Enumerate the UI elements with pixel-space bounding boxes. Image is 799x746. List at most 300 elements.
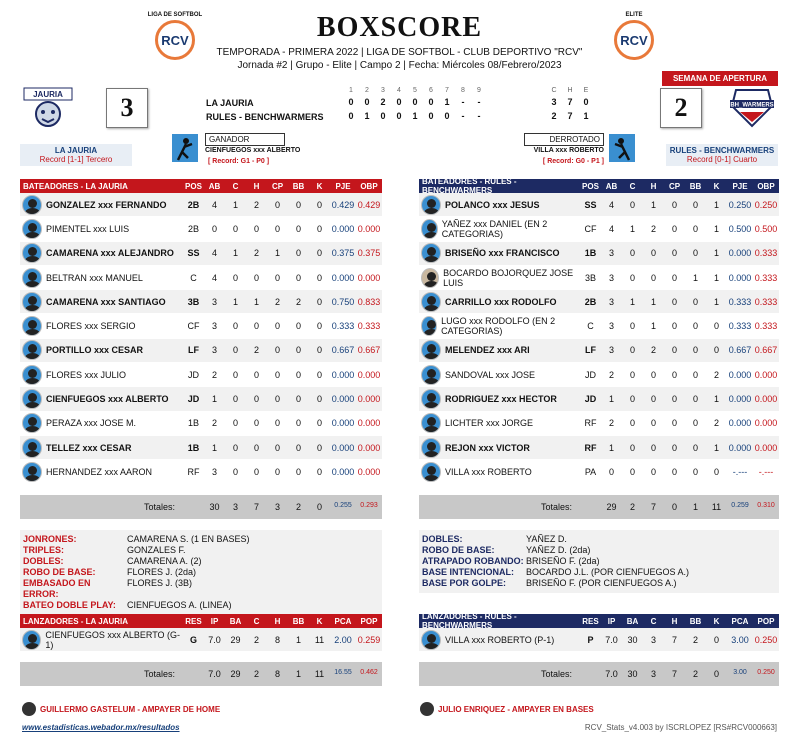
- stat-obp: 0.000: [754, 369, 778, 380]
- inning-run: -: [461, 97, 465, 107]
- elite-logo-shield: RCV: [614, 20, 654, 60]
- stat-pje: 0.667: [331, 345, 355, 356]
- stat-pos: RF: [187, 466, 200, 477]
- column-header: BA: [229, 616, 242, 626]
- winner-label: GANADOR: [205, 133, 285, 146]
- extra-row: [419, 567, 779, 578]
- left-pitching-totals-values: [183, 669, 382, 679]
- extra-label: EMBASADO EN ERROR:: [23, 578, 91, 599]
- right-batting-header: [419, 179, 779, 193]
- stat-k: 1: [713, 199, 719, 210]
- stat-bb: 0: [692, 466, 698, 477]
- stat-ab: 4: [211, 272, 217, 283]
- stat-ab: 2: [608, 418, 614, 429]
- stat-obp: 0.333: [754, 321, 778, 332]
- stat-k: 1: [713, 296, 719, 307]
- stat-bb: 0: [692, 248, 698, 259]
- column-header: BB: [689, 181, 702, 191]
- stat-k: 0: [713, 345, 719, 356]
- player-avatar: [22, 268, 42, 288]
- stat-pos: JD: [187, 394, 200, 405]
- extra-value: YAÑEZ D.: [526, 534, 567, 544]
- pitcher-name: CIENFUEGOS xxx ALBERTO (G-1): [45, 629, 181, 650]
- stat-pca: 3.00: [731, 634, 749, 645]
- column-header: IP: [210, 616, 219, 626]
- batter-name: CAMARENA xxx SANTIAGO: [46, 296, 166, 307]
- stat-cp: 0: [671, 418, 677, 429]
- left-batting-title: BATEADORES - LA JAURIA: [23, 181, 128, 191]
- stat-cp: 0: [274, 272, 280, 283]
- stat-pop: 0.250: [754, 634, 778, 645]
- batter-name: HERNANDEZ xxx AARON: [46, 466, 153, 477]
- right-pitching-header: [419, 614, 779, 628]
- stat-ip: 7.0: [605, 634, 618, 645]
- batter-row: [20, 193, 382, 217]
- stat-h: 1: [650, 321, 656, 332]
- column-header: BB: [689, 616, 702, 626]
- stat-ba: 29: [230, 634, 241, 645]
- inning-run: 1: [364, 111, 370, 121]
- column-header: H: [671, 616, 678, 626]
- stat-h: 1: [650, 296, 656, 307]
- column-header: PCA: [334, 616, 352, 626]
- extra-value: YAÑEZ D. (2da): [526, 545, 591, 555]
- extra-row: [20, 556, 382, 567]
- right-pitching-rows: [419, 628, 779, 652]
- left-pitching-totals-label: Totales:: [143, 669, 175, 680]
- column-header: K: [713, 616, 720, 626]
- stat-ab: 2: [211, 369, 217, 380]
- stat-bb: 0: [295, 394, 301, 405]
- batter-name: FLORES xxx JULIO: [46, 369, 127, 380]
- inning-run: 0: [396, 111, 402, 121]
- total-value: 3: [274, 501, 280, 512]
- column-header: K: [316, 616, 323, 626]
- stat-pje: 0.500: [728, 223, 752, 234]
- batter-name: TELLEZ xxx CESAR: [46, 442, 132, 453]
- batter-row: [419, 460, 779, 484]
- stat-c: 0: [232, 394, 238, 405]
- team2-innings: [343, 111, 487, 121]
- rhe-value: 2: [551, 111, 557, 121]
- stat-cp: 0: [274, 466, 280, 477]
- total-value: 0.255: [334, 501, 352, 509]
- player-avatar: [22, 316, 42, 336]
- total-value: 1: [692, 501, 698, 512]
- batter-name: MELENDEZ xxx ARI: [445, 345, 530, 356]
- stat-bb: 0: [692, 199, 698, 210]
- stat-cp: 0: [671, 394, 677, 405]
- stat-obp: 0.333: [357, 321, 381, 332]
- stat-ab: 3: [608, 272, 614, 283]
- batter-row: [419, 436, 779, 460]
- extra-value: FLORES J. (3B): [127, 578, 193, 588]
- stat-c: 3: [650, 634, 656, 645]
- totals-spacer: [580, 669, 601, 679]
- inning-number: 4: [397, 87, 401, 94]
- right-pitching-totals-label: Totales:: [540, 669, 572, 680]
- batter-row: [20, 242, 382, 266]
- stat-obp: 0.333: [754, 248, 778, 259]
- umpire-icon: [22, 702, 36, 716]
- total-value: 0: [713, 669, 719, 680]
- inning-run: 1: [444, 97, 450, 107]
- column-header: PCA: [731, 616, 749, 626]
- jauria-logo-text: JAURIA: [33, 90, 63, 99]
- league-logo-shield: RCV: [155, 20, 195, 60]
- right-team-label: [666, 144, 778, 166]
- player-avatar: [421, 195, 441, 215]
- stat-ab: 3: [211, 296, 217, 307]
- stat-bb: 0: [295, 442, 301, 453]
- stat-cp: 0: [671, 345, 677, 356]
- stat-c: 0: [629, 248, 635, 259]
- stat-pje: 0.000: [728, 394, 752, 405]
- stat-ab: 4: [608, 223, 614, 234]
- column-header: CP: [668, 181, 681, 191]
- stat-pop: 0.259: [357, 634, 381, 645]
- stat-pos: 2B: [187, 199, 200, 210]
- stat-ab: 3: [211, 321, 217, 332]
- extra-row: [419, 534, 779, 545]
- stat-cp: 0: [274, 394, 280, 405]
- stat-k: 0: [316, 369, 322, 380]
- rhe-header: [546, 87, 594, 94]
- batter-name: POLANCO xxx JESUS: [445, 199, 540, 210]
- batter-name-cell: [419, 316, 580, 336]
- extra-label: BASE POR GOLPE:: [422, 578, 507, 588]
- player-avatar: [22, 292, 42, 312]
- batter-row: [20, 436, 382, 460]
- stat-bb: 0: [295, 199, 301, 210]
- league-logo-label: LIGA DE SOFTBOL: [147, 12, 203, 18]
- total-value: 30: [627, 669, 638, 680]
- batter-name-cell: [20, 316, 183, 336]
- loser-icon: [609, 134, 635, 167]
- stat-pos: CF: [584, 223, 597, 234]
- stat-pje: 0.000: [331, 442, 355, 453]
- stat-pos: C: [587, 321, 594, 332]
- extra-value: CAMARENA S. (1 EN BASES): [127, 534, 250, 544]
- stats-url-link[interactable]: www.estadisticas.webador.mx/resultados: [22, 723, 180, 732]
- stat-cp: 0: [274, 442, 280, 453]
- right-team-name: RULES - BENCHWARMERS: [669, 146, 775, 155]
- stat-cp: 0: [671, 199, 677, 210]
- total-value: 7: [650, 501, 656, 512]
- stat-h: 0: [650, 369, 656, 380]
- extra-row: [20, 600, 382, 611]
- stat-pos: 3B: [187, 296, 200, 307]
- extra-label: DOBLES:: [23, 556, 64, 566]
- stat-bb: 0: [295, 466, 301, 477]
- stat-ab: 3: [608, 248, 614, 259]
- stat-cp: 0: [274, 369, 280, 380]
- batter-name: GONZALEZ xxx FERNANDO: [46, 199, 167, 210]
- rhe-value: 7: [567, 111, 573, 121]
- batter-name-cell: [20, 389, 183, 409]
- inning-run: 0: [428, 111, 434, 121]
- stat-pos: 3B: [584, 272, 596, 283]
- stat-ab: 3: [608, 321, 614, 332]
- right-pitching-title: LANZADORES - RULES - BENCHWARMERS: [422, 612, 517, 630]
- benchwarmers-logo: [726, 86, 778, 128]
- stat-cp: 0: [671, 248, 677, 259]
- stat-ab: 0: [211, 223, 217, 234]
- stat-k: 0: [316, 442, 322, 453]
- stat-ab: 3: [608, 296, 614, 307]
- total-value: 0.250: [757, 669, 775, 677]
- total-value: 3: [650, 669, 656, 680]
- left-team-label: [20, 144, 132, 166]
- stat-k: 0: [316, 223, 322, 234]
- batter-name-cell: [20, 292, 183, 312]
- player-avatar: [421, 292, 441, 312]
- total-value: 7: [671, 669, 677, 680]
- left-batting-header: [20, 179, 382, 193]
- stat-bb: 0: [692, 296, 698, 307]
- home-score: 3: [106, 88, 148, 128]
- stat-pos: C: [190, 272, 197, 283]
- stat-ab: 1: [608, 442, 614, 453]
- inning-number: 7: [445, 87, 449, 94]
- column-header: C: [232, 181, 239, 191]
- player-avatar: [421, 630, 441, 650]
- batter-row: [20, 266, 382, 290]
- player-avatar: [421, 438, 441, 458]
- stat-k: 1: [713, 223, 719, 234]
- inning-run: 0: [380, 111, 386, 121]
- stat-k: 0: [316, 296, 322, 307]
- stat-pje: 0.000: [728, 248, 752, 259]
- stat-c: 0: [232, 223, 238, 234]
- stat-k: 2: [713, 418, 719, 429]
- batter-row: [419, 217, 779, 241]
- stat-obp: 0.833: [357, 296, 381, 307]
- stat-obp: 0.000: [357, 223, 381, 234]
- right-batting-rows: [419, 193, 779, 485]
- player-avatar: [22, 389, 42, 409]
- stat-obp: 0.000: [357, 369, 381, 380]
- stat-c: 0: [232, 321, 238, 332]
- total-value: 2: [629, 501, 635, 512]
- batter-name: BELTRAN xxx MANUEL: [46, 272, 143, 283]
- column-header: POS: [185, 181, 202, 191]
- batter-row: [419, 266, 779, 290]
- loser-name: VILLA xxx ROBERTO: [533, 147, 604, 154]
- stat-k: 1: [713, 442, 719, 453]
- extra-value: BRISEÑO F. (2da): [526, 556, 600, 566]
- stat-ba: 30: [627, 634, 638, 645]
- inning-number: 6: [429, 87, 433, 94]
- batter-name-cell: [419, 462, 580, 482]
- stat-pje: 0.000: [331, 466, 355, 477]
- stat-h: 2: [253, 199, 259, 210]
- stat-bb: 1: [295, 634, 301, 645]
- inning-run: 0: [348, 97, 354, 107]
- winner-record: [ Record: G1 - P0 ]: [208, 158, 270, 165]
- column-header: AB: [208, 181, 221, 191]
- extra-label: BASE INTENCIONAL:: [422, 567, 514, 577]
- stat-c: 0: [232, 466, 238, 477]
- semana-badge: SEMANA DE APERTURA: [662, 71, 778, 86]
- stat-c: 0: [629, 418, 635, 429]
- stat-bb: 0: [295, 321, 301, 332]
- stat-obp: 0.000: [754, 442, 778, 453]
- batter-name-cell: [20, 438, 183, 458]
- season-subtitle: TEMPORADA - PRIMERA 2022 | LIGA DE SOFTBOL - CLUB DEPORTIVO "RCV": [216, 47, 583, 58]
- jauria-logo: [22, 86, 74, 128]
- stat-k: 0: [316, 466, 322, 477]
- extra-value: CAMARENA A. (2): [127, 556, 202, 566]
- total-value: 7.0: [208, 669, 221, 680]
- player-avatar: [421, 268, 439, 288]
- batter-name-cell: [20, 462, 183, 482]
- batter-name-cell: [419, 389, 580, 409]
- batter-name-cell: [20, 268, 183, 288]
- inning-number: 2: [365, 87, 369, 94]
- extra-label: TRIPLES:: [23, 545, 65, 555]
- inning-run: -: [461, 111, 465, 121]
- stat-ab: 4: [211, 199, 217, 210]
- stat-bb: 0: [295, 418, 301, 429]
- stat-h: 0: [650, 466, 656, 477]
- stat-pje: 0.000: [728, 418, 752, 429]
- stat-h: 8: [274, 634, 280, 645]
- stat-pje: -.---: [732, 466, 748, 477]
- player-avatar: [22, 413, 42, 433]
- inning-run: -: [477, 97, 481, 107]
- extra-row: [20, 578, 382, 600]
- pitcher-row: [20, 628, 382, 652]
- stat-bb: 2: [692, 634, 698, 645]
- extra-row: [20, 545, 382, 556]
- total-value: 0.310: [757, 501, 775, 509]
- stat-pje: 0.000: [331, 369, 355, 380]
- inning-number: 1: [349, 87, 353, 94]
- column-header: H: [650, 181, 657, 191]
- stat-pje: 0.000: [331, 418, 355, 429]
- stat-h: 1: [253, 296, 259, 307]
- left-pitching-title: LANZADORES - LA JAURIA: [23, 616, 129, 626]
- column-header: POP: [360, 616, 378, 626]
- stat-bb: 0: [295, 369, 301, 380]
- total-value: 0.462: [360, 669, 378, 677]
- stat-h: 0: [253, 418, 259, 429]
- stat-ab: 3: [211, 466, 217, 477]
- stat-obp: 0.375: [357, 248, 381, 259]
- inning-run: 0: [428, 97, 434, 107]
- stat-c: 0: [629, 345, 635, 356]
- inning-run: -: [477, 111, 481, 121]
- stat-cp: 0: [671, 321, 677, 332]
- stat-h: 0: [650, 248, 656, 259]
- inning-number: 8: [461, 87, 465, 94]
- umpire-bases: [420, 702, 594, 716]
- stat-bb: 0: [295, 248, 301, 259]
- player-avatar: [421, 365, 441, 385]
- batter-name-cell: [419, 292, 580, 312]
- stat-pje: 0.333: [728, 321, 752, 332]
- column-header: OBP: [360, 181, 378, 191]
- total-value: 29: [606, 501, 617, 512]
- rhe-value: 0: [583, 97, 589, 107]
- stat-pos: 1B: [584, 248, 597, 259]
- extra-value: BRISEÑO F. (POR CIENFUEGOS A.): [526, 578, 677, 588]
- batter-name-cell: [419, 219, 580, 239]
- batter-row: [419, 339, 779, 363]
- stat-k: 1: [713, 272, 719, 283]
- stat-h: 0: [253, 272, 259, 283]
- total-value: 0: [316, 501, 322, 512]
- rhe-value: 3: [551, 97, 557, 107]
- stat-k: 11: [314, 634, 325, 645]
- stat-obp: 0.333: [754, 296, 778, 307]
- stat-obp: 0.429: [357, 199, 381, 210]
- stat-k: 0: [316, 345, 322, 356]
- batter-row: [20, 314, 382, 338]
- pitcher-name: VILLA xxx ROBERTO (P-1): [445, 634, 555, 645]
- right-pitching-totals-values: [580, 669, 779, 679]
- batter-name-cell: [419, 438, 580, 458]
- stat-pos: PA: [584, 466, 597, 477]
- batter-name: PORTILLO xxx CESAR: [46, 345, 144, 356]
- stat-cp: 0: [274, 321, 280, 332]
- stat-pos: JD: [188, 369, 199, 380]
- stat-bb: 2: [295, 296, 301, 307]
- stat-obp: 0.000: [754, 394, 778, 405]
- stat-c: 0: [629, 394, 635, 405]
- stat-ab: 2: [608, 369, 614, 380]
- total-value: 3: [232, 501, 238, 512]
- stat-k: 0: [316, 394, 322, 405]
- batter-name: YAÑEZ xxx DANIEL (EN 2 CATEGORIAS): [441, 218, 548, 239]
- total-value: 7.0: [605, 669, 618, 680]
- column-header: BA: [626, 616, 639, 626]
- stat-c: 1: [629, 296, 635, 307]
- stat-obp: 0.000: [357, 442, 381, 453]
- extra-row: [20, 534, 382, 545]
- batter-name-cell: [20, 365, 183, 385]
- stat-h: 0: [253, 442, 259, 453]
- player-avatar: [22, 438, 42, 458]
- extra-value: BOCARDO J.L. (POR CIENFUEGOS A.): [526, 567, 690, 577]
- stat-k: 0: [316, 199, 322, 210]
- loser-record: [ Record: G0 - P1 ]: [542, 158, 604, 165]
- stat-bb: 0: [692, 345, 698, 356]
- stat-h: 7: [671, 634, 677, 645]
- stat-obp: -.---: [758, 466, 774, 477]
- stat-obp: 0.000: [357, 272, 381, 283]
- stat-cp: 0: [671, 223, 677, 234]
- loser-label: DERROTADO: [524, 133, 604, 146]
- total-value: 2: [253, 669, 259, 680]
- batter-row: [419, 193, 779, 217]
- inning-number: 9: [477, 87, 481, 94]
- column-header: H: [253, 181, 260, 191]
- player-avatar: [22, 340, 42, 360]
- inning-run: 0: [396, 97, 402, 107]
- scoreboard-team2: RULES - BENCHWARMERS: [206, 112, 324, 122]
- total-value: 0.293: [360, 501, 378, 509]
- left-extras: [20, 530, 382, 615]
- batter-name-cell: [419, 268, 580, 288]
- inning-number: 3: [381, 87, 385, 94]
- batter-name-cell: [419, 365, 580, 385]
- player-avatar: [421, 340, 441, 360]
- right-team-record: Record [0-1] Cuarto: [686, 155, 758, 164]
- inning-run: 0: [348, 111, 354, 121]
- player-avatar: [22, 462, 42, 482]
